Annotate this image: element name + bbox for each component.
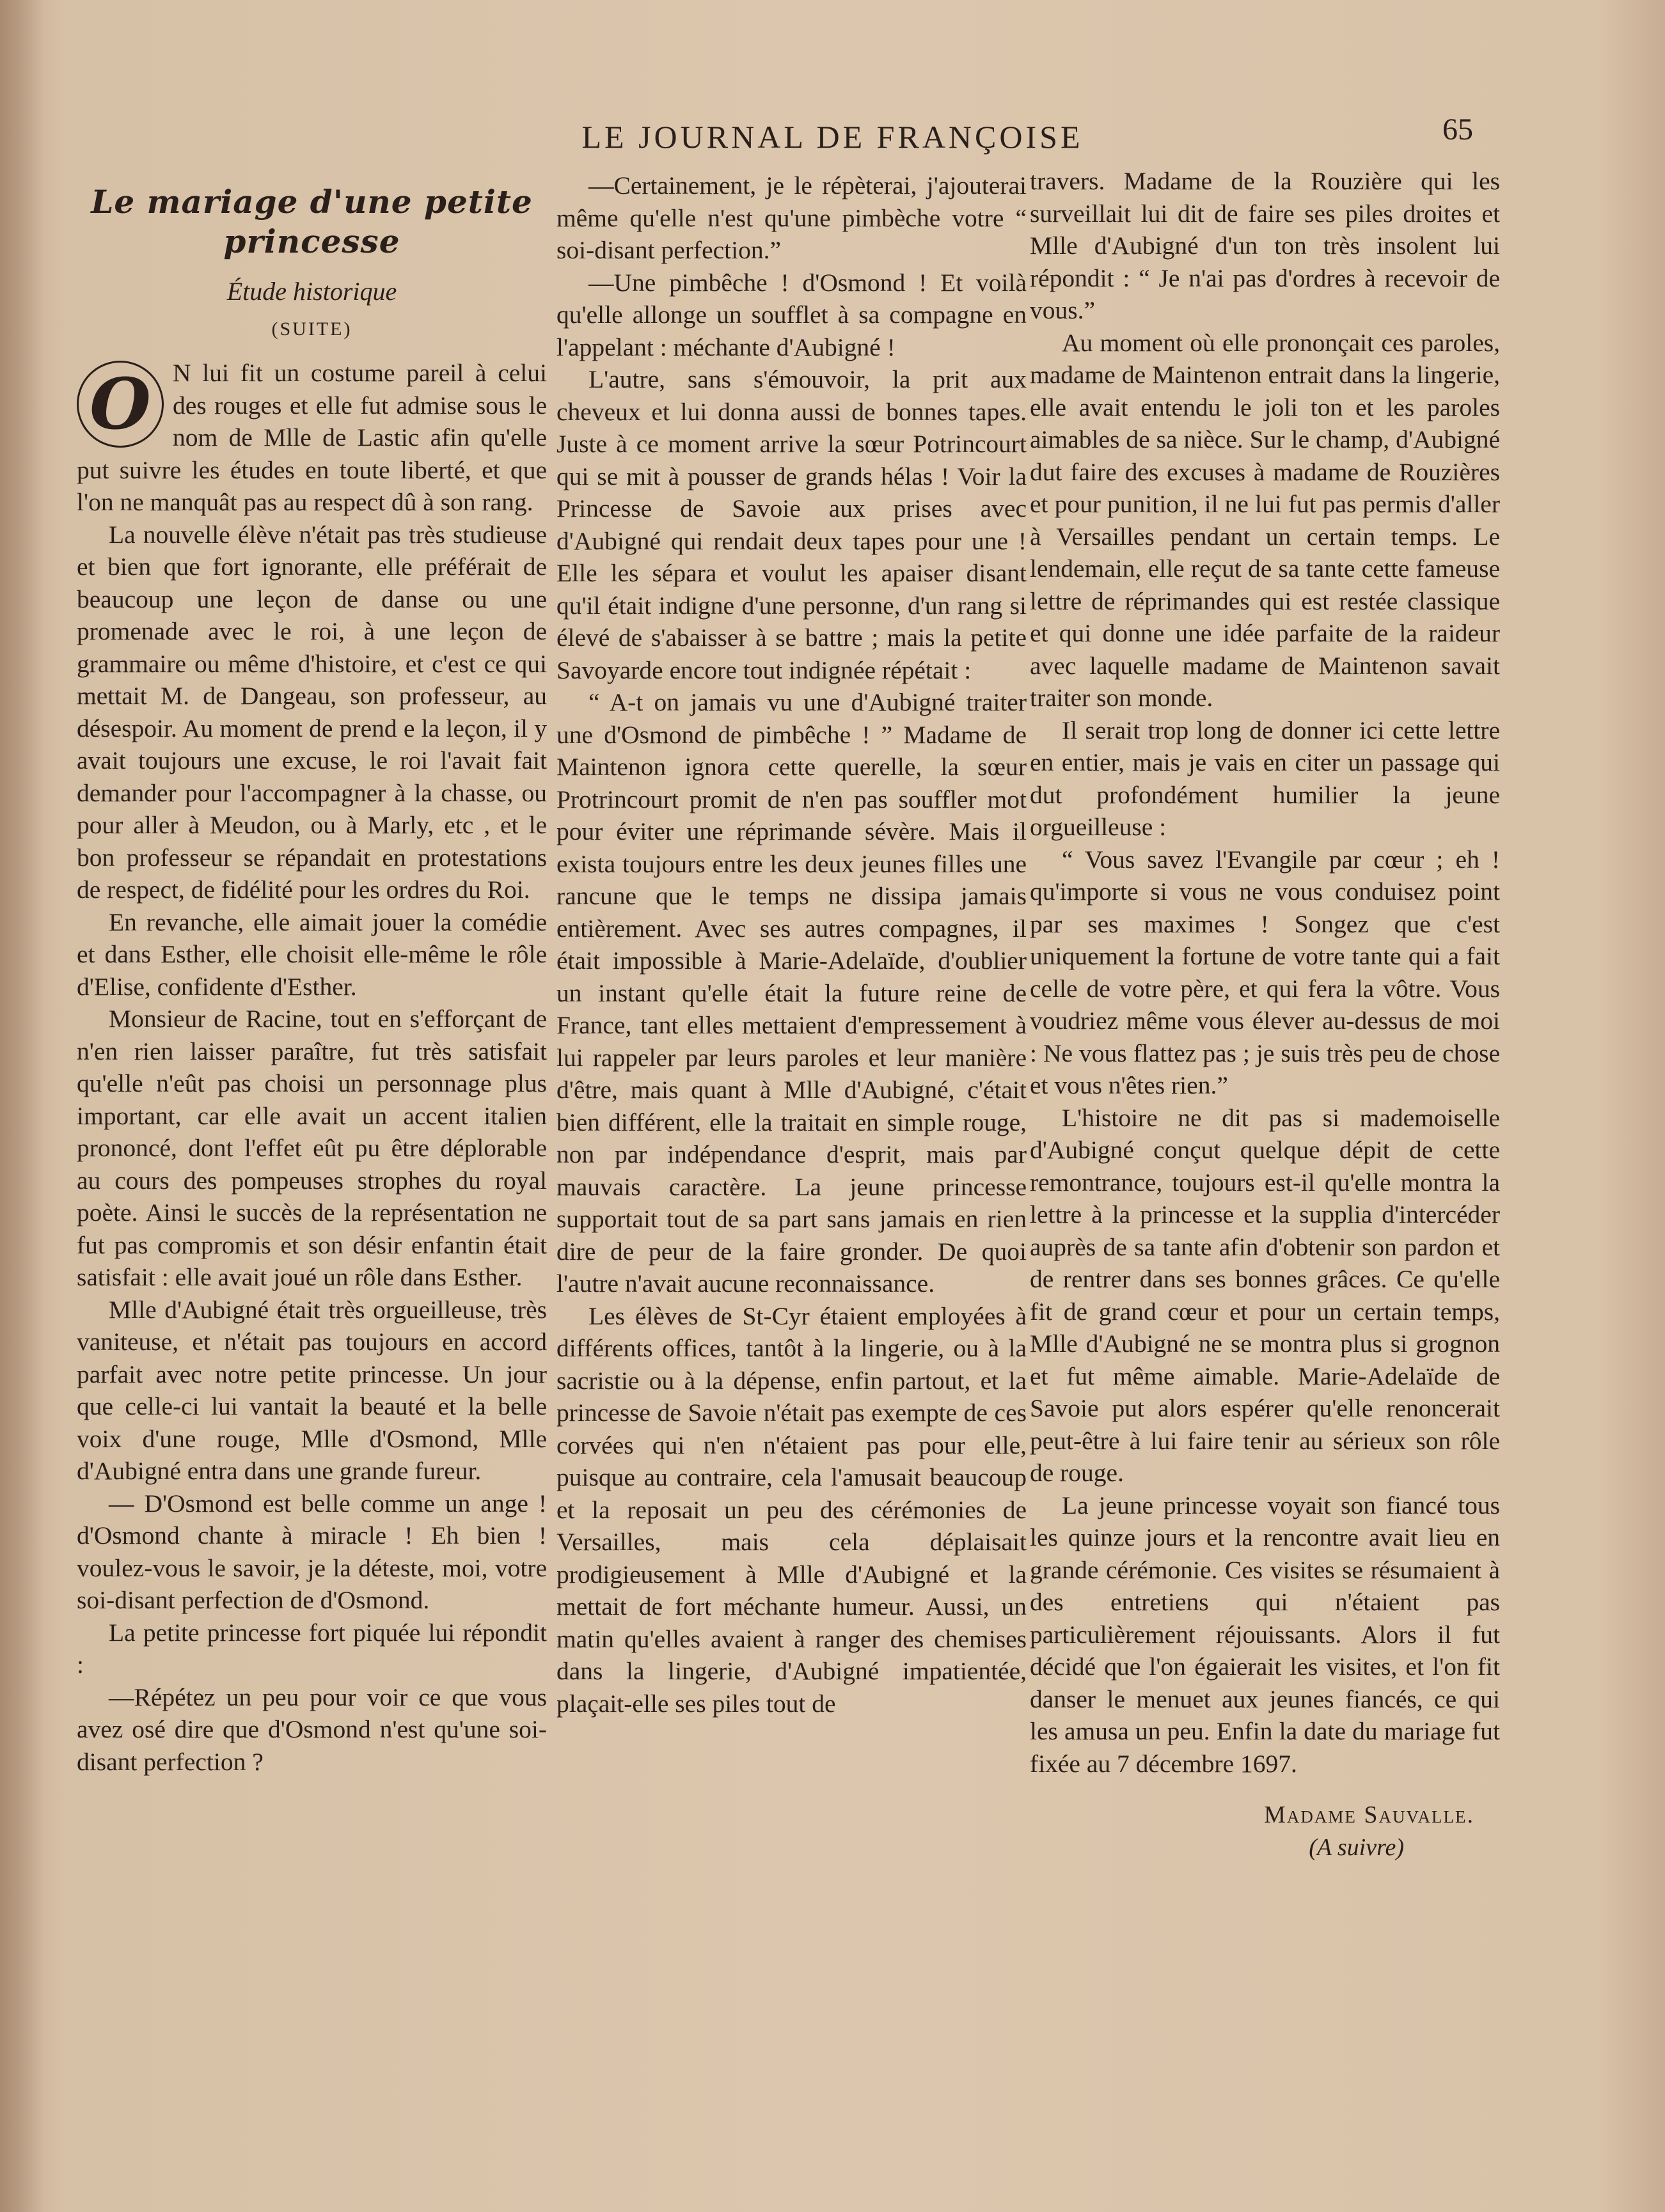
paragraph: — D'Osmond est belle comme un ange ! d'Osmond chante à miracle ! Eh bien ! voulez-vous le savoir, je la déteste, moi, votre soi-disant perfection de d'Osmond.: [77, 1489, 547, 1614]
paragraph: La jeune princesse voyait son fiancé tous les quinze jours et la rencontre avait lieu en grande cérémonie. Ces visites se résumaient à des entretiens qui n'étaient pas particulièrement réjouissants. Alors il fut décidé que l'on égaierait les visites, et l'on fit danser le menuet aux jeunes fiancés, ce qui les amusa un peu. Enfin la date du mariage fut fixée au 7 décembre 1697.: [1030, 1491, 1500, 1778]
paragraph: Il serait trop long de donner ici cette lettre en entier, mais je vais en citer un passage qui dut profondément humilier la jeune orgueilleuse :: [1030, 716, 1500, 841]
article-title: Le mariage d'une petite princesse: [91, 183, 533, 260]
paragraph: “ Vous savez l'Evangile par cœur ; eh ! qu'importe si vous ne vous conduisez point par ses maximes ! Songez que c'est uniquement la fortune de votre tante qui a fait celle de votre père, et qui fera la vôtre. Vous voudriez même vous élever au-dessus de moi : Ne vous flattez pas ; je suis très peu de chose et vous n'êtes rien.”: [1030, 845, 1500, 1099]
paragraph-text: N lui fit un costume pareil à celui des rouges et elle fut admise sous le nom de Mlle de Lastic afin qu'elle put suivre les études en toute liberté, et que l'on ne manquât pas au respect dû à son rang.: [77, 359, 547, 516]
running-head: LE JOURNAL DE FRANÇOISE: [581, 119, 1084, 155]
paragraph: [77, 357, 547, 519]
paragraph: Au moment où elle prononçait ces paroles, madame de Maintenon entrait dans la lingerie, elle avait entendu le joli ton et les paroles aimables de sa nièce. Sur le champ, d'Aubigné dut faire des excuses à madame de Rouzières et pour punition, il ne lui fut pas permis d'aller à Versailles pendant un certain temps. Le lendemain, elle reçut de sa tante cette fameuse lettre de réprimandes qui est restée classique et qui donne une idée parfaite de la raideur avec laquelle madame de Maintenon savait traiter son monde.: [1030, 328, 1500, 712]
drop-cap-ornament: O: [77, 361, 164, 448]
paragraph: “ A-t on jamais vu une d'Aubigné traiter une d'Osmond de pimbêche ! ” Madame de Maintenon ignora cette querelle, la sœur Protrincourt promit de n'en pas souffler mot pour éviter une réprimande sévère. Mais il exista toujours entre les deux jeunes filles une rancune que le temps ne dissipa jamais entièrement. Avec ses autres compagnes, il était impossible à Marie-Adelaïde, d'oublier un instant qu'elle était la future reine de France, tant elles mettaient d'empressement à lui rappeler par leurs paroles et leur manière d'être, mais quant à Mlle d'Aubigné, c'était bien différent, elle la traitait en simple rouge, non par indépendance d'esprit, mais par mauvais caractère. La jeune princesse supportait tout de sa part sans jamais en rien dire de peur de la faire gronder. De quoi l'autre n'avait aucune reconnaissance.: [556, 688, 1027, 1298]
continuation-label: (SUITE): [271, 318, 352, 340]
page-number: 65: [1442, 113, 1473, 146]
author-signature: Madame Sauvalle.: [1264, 1801, 1474, 1828]
paragraph: Mlle d'Aubigné était très orgueilleuse, très vaniteuse, et n'était pas toujours en accord parfait avec notre petite princesse. Un jour que celle-ci lui vantait la beauté et la belle voix d'une rouge, Mlle d'Osmond, Mlle d'Aubigné entra dans une grande fureur.: [77, 1295, 547, 1485]
paragraph: Monsieur de Racine, tout en s'efforçant de n'en rien laisser paraître, fut très satisfait qu'elle n'eût pas choisi un personnage plus important, car elle avait un accent italien prononcé, dont l'effet eût pu être déplorable au cours des pompeuses strophes du royal poète. Ainsi le succès de la représentation ne fut pas compromis et son désir enfantin était satisfait : elle avait joué un rôle dans Esther.: [77, 1005, 547, 1291]
column-3: [1030, 165, 1500, 1863]
paragraph: —Répétez un peu pour voir ce que vous avez osé dire que d'Osmond n'est qu'une soi-disant perfection ?: [77, 1683, 547, 1776]
paragraph: L'autre, sans s'émouvoir, la prit aux cheveux et lui donna aussi de bonnes tapes. Juste à ce moment arrive la sœur Potrincourt qui se mit à pousser de grands hélas ! Voir la Princesse de Savoie aux prises avec d'Aubigné qui rendait deux tapes pour une ! Elle les sépara et voulut les apaiser disant qu'il était indigne d'une personne, d'un rang si élevé de s'abaisser à se battre ; mais la petite Savoyarde encore tout indignée répétait :: [556, 365, 1027, 684]
paragraph: En revanche, elle aimait jouer la comédie et dans Esther, elle choisit elle-même le rôle d'Elise, confidente d'Esther.: [77, 907, 547, 1001]
paragraph: —Une pimbêche ! d'Osmond ! Et voilà qu'elle allonge un soufflet à sa compagne en l'appelant : méchante d'Aubigné !: [556, 268, 1027, 361]
article-subtitle: Étude historique: [226, 277, 397, 306]
paragraph: travers. Madame de la Rouzière qui les surveillait lui dit de faire ses piles droites et Mlle d'Aubigné d'un ton très insolent lui répondit : “ Je n'ai pas d'ordres à recevoir de vous.”: [1030, 167, 1500, 324]
paragraph: La petite princesse fort piquée lui répondit :: [77, 1618, 547, 1679]
paragraph: La nouvelle élève n'était pas très studieuse et bien que fort ignorante, elle préférait de beaucoup une leçon de danse ou une promenade avec le roi, à une leçon de grammaire ou même d'histoire, et c'est ce qui mettait M. de Dangeau, son professeur, au désespoir. Au moment de prend e la leçon, il y avait toujours une excuse, le roi l'avait fait demander pour l'accompagner à la chasse, ou pour aller à Meudon, ou à Marly, etc , et le bon professeur se répandait en protestations de respect, de fidélité pour les ordres du Roi.: [77, 520, 547, 904]
to-be-continued: (A suivre): [1309, 1833, 1404, 1861]
paragraph: L'histoire ne dit pas si mademoiselle d'Aubigné conçut quelque dépit de cette remontrance, toujours est-il qu'elle montra la lettre à la princesse et la supplia d'intercéder auprès de sa tante afin d'obtenir son pardon et de rentrer dans ses bonnes grâces. Ce qu'elle fit de grand cœur et pour un certain temps, Mlle d'Aubigné ne se montra plus si grognon et fut même aimable. Marie-Adelaïde de Savoie put alors espérer qu'elle renoncerait peut-être à lui faire tenir au sérieux son rôle de rouge.: [1030, 1103, 1500, 1487]
column-2: [556, 169, 1027, 1720]
paragraph: Les élèves de St-Cyr étaient employées à différents offices, tantôt à la lingerie, ou à la sacristie ou à la dépense, enfin partout, et la princesse de Savoie n'était pas exempte de ces corvées qui n'en n'étaient pas pour elle, puisque au contraire, cela l'amusait beaucoup et la reposait un peu des cérémonies de Versailles, mais cela déplaisait prodigieusement à Mlle d'Aubigné et la mettait de fort méchante humeur. Aussi, un matin qu'elles avaient à ranger des chemises dans la lingerie, d'Aubigné impatientée, plaçait-elle ses piles tout de: [556, 1301, 1027, 1718]
paragraph: —Certainement, je le répèterai, j'ajouterai même qu'elle n'est qu'une pimbèche votre “ soi-disant perfection.”: [556, 171, 1027, 264]
column-1: [77, 169, 547, 1778]
